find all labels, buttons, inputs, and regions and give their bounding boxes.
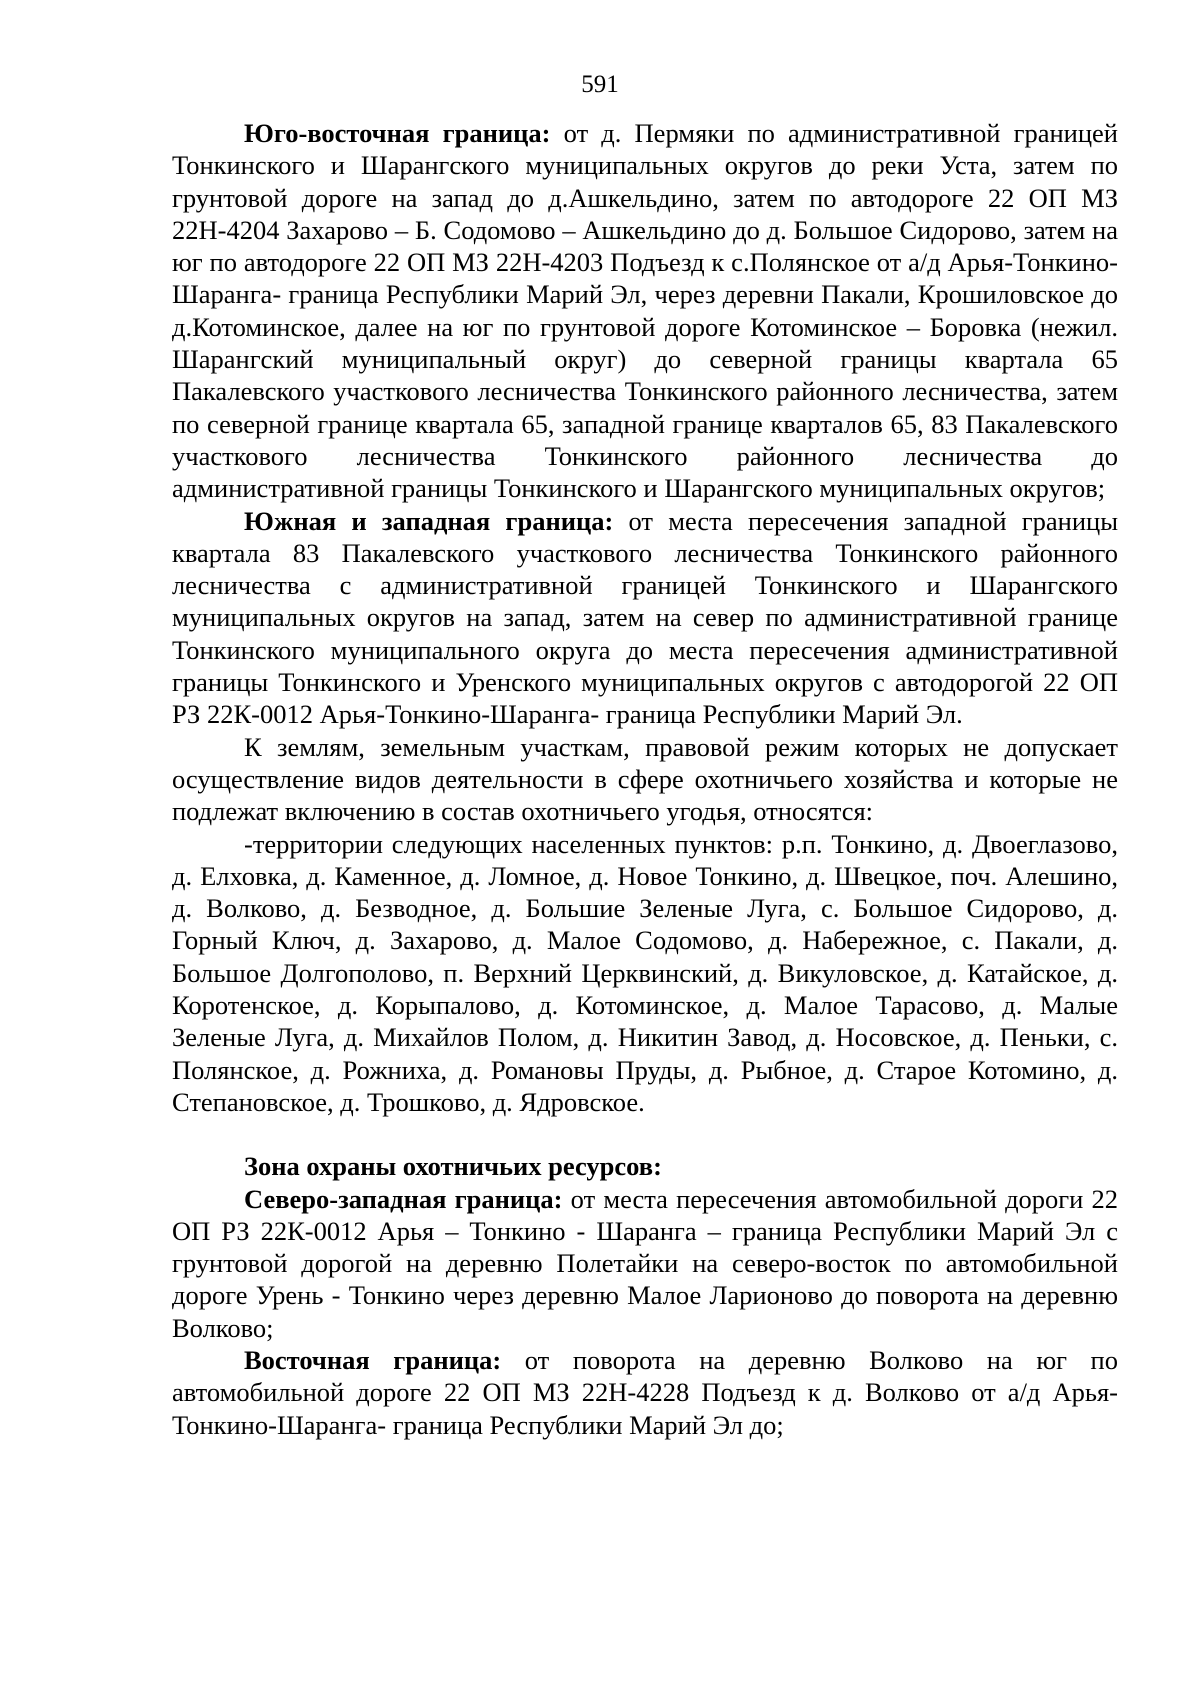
- paragraph-excluded-lands: [172, 731, 1118, 828]
- page-number: 591: [581, 71, 619, 98]
- northwest-border-heading: Северо-западная граница:: [244, 1183, 563, 1214]
- south-west-border-heading: Южная и западная граница:: [244, 505, 614, 536]
- blank-line: [172, 1118, 1118, 1150]
- paragraph-south-west-border: [172, 505, 1118, 731]
- settlements-list-text: -территории следующих населенных пунктов: р.п. Тонкино, д. Двоеглазово, д. Елховка, д. Каменное, д. Ломное, д. Новое Тонкино, д. Швецкое, поч. Алешино, д. Волково, д. Безводное, д. Большие Зеленые Луга, с. Большое Сидорово, д. Горный Ключ, д. Захарово, д. Малое Содомово, д. Набережное, с. Пакали, д. Большое Долгополово, п. Верхний Церквинский, д. Викуловское, д. Катайское, д. Коротенское, д. Корыпалово, д. Котоминское, д. Малое Тарасово, д. Малые Зеленые Луга, д. Михайлов Полом, д. Никитин Завод, д. Носовское, д. Пеньки, с. Полянское, д. Рожниха, д. Романовы Пруды, д. Рыбное, д. Старое Котомино, д. Степановское, д. Трошково, д. Ядровское.: [172, 828, 1118, 1117]
- paragraph-east-border: [172, 1344, 1118, 1441]
- paragraph-settlements-list: [172, 828, 1118, 1119]
- paragraph-northwest-border: [172, 1183, 1118, 1344]
- east-border-heading: Восточная граница:: [244, 1344, 502, 1375]
- southeast-border-heading: Юго-восточная граница:: [244, 118, 551, 148]
- section-title-protection-zone: Зона охраны охотничьих ресурсов:: [244, 1151, 662, 1182]
- paragraph-southeast-border: [172, 117, 1118, 505]
- excluded-lands-text: К землям, земельным участкам, правовой режим которых не допускает осуществление видов деятельности в сфере охотничьего хозяйства и которые не подлежат включению в состав охотничьего угодья, относятся:: [172, 731, 1118, 827]
- southeast-border-text: от д. Пермяки по административной границей Тонкинского и Шарангского муниципальных округов до реки Уста, затем по грунтовой дороге на запад до д.Ашкельдино, затем по автодороге 22 ОП МЗ 22Н-4204 Захарово – Б. Содомово – Ашкельдино до д. Большое Сидорово, затем на юг по автодороге 22 ОП МЗ 22Н-4203 Подъезд к с.Полянское от а/д Арья-Тонкино-Шаранга- граница Республики Марий Эл, через деревни Пакали, Крошиловское до д.Котоминское, далее на юг по грунтовой дороге Котоминское – Боровка (нежил. Шарангский муниципальный округ) до северной границы квартала 65 Пакалевского участкового лесничества Тонкинского районного лесничества, затем по северной границе квартала 65, западной границе кварталов 65, 83 Пакалевского участкового лесничества Тонкинского районного лесничества до административной границы Тонкинского и Шарангского муниципальных округов;: [172, 118, 1118, 504]
- south-west-border-text: от места пересечения западной границы квартала 83 Пакалевского участкового лесничества Тонкинского районного лесничества с административной границей Тонкинского и Шарангского муниципальных округов на запад, затем на север по административной границе Тонкинского муниципального округа до места пересечения административной границы Тонкинского и Уренского муниципальных округов с автодорогой 22 ОП РЗ 22К-0012 Арья-Тонкино-Шаранга- граница Республики Марий Эл.: [172, 505, 1119, 730]
- northwest-border-text: от места пересечения автомобильной дороги 22 ОП РЗ 22К-0012 Арья – Тонкино - Шаранга – граница Республики Марий Эл с грунтовой дорогой на деревню Полетайки на северо-восток по автомобильной дороге Урень - Тонкино через деревню Малое Ларионово до поворота на деревню Волково;: [172, 1183, 1119, 1343]
- east-border-text: от поворота на деревню Волково на юг по автомобильной дороге 22 ОП МЗ 22Н-4228 Подъезд к д. Волково от а/д Арья-Тонкино-Шаранга- граница Республики Марий Эл до;: [172, 1344, 1118, 1440]
- document-body: [172, 117, 1118, 1441]
